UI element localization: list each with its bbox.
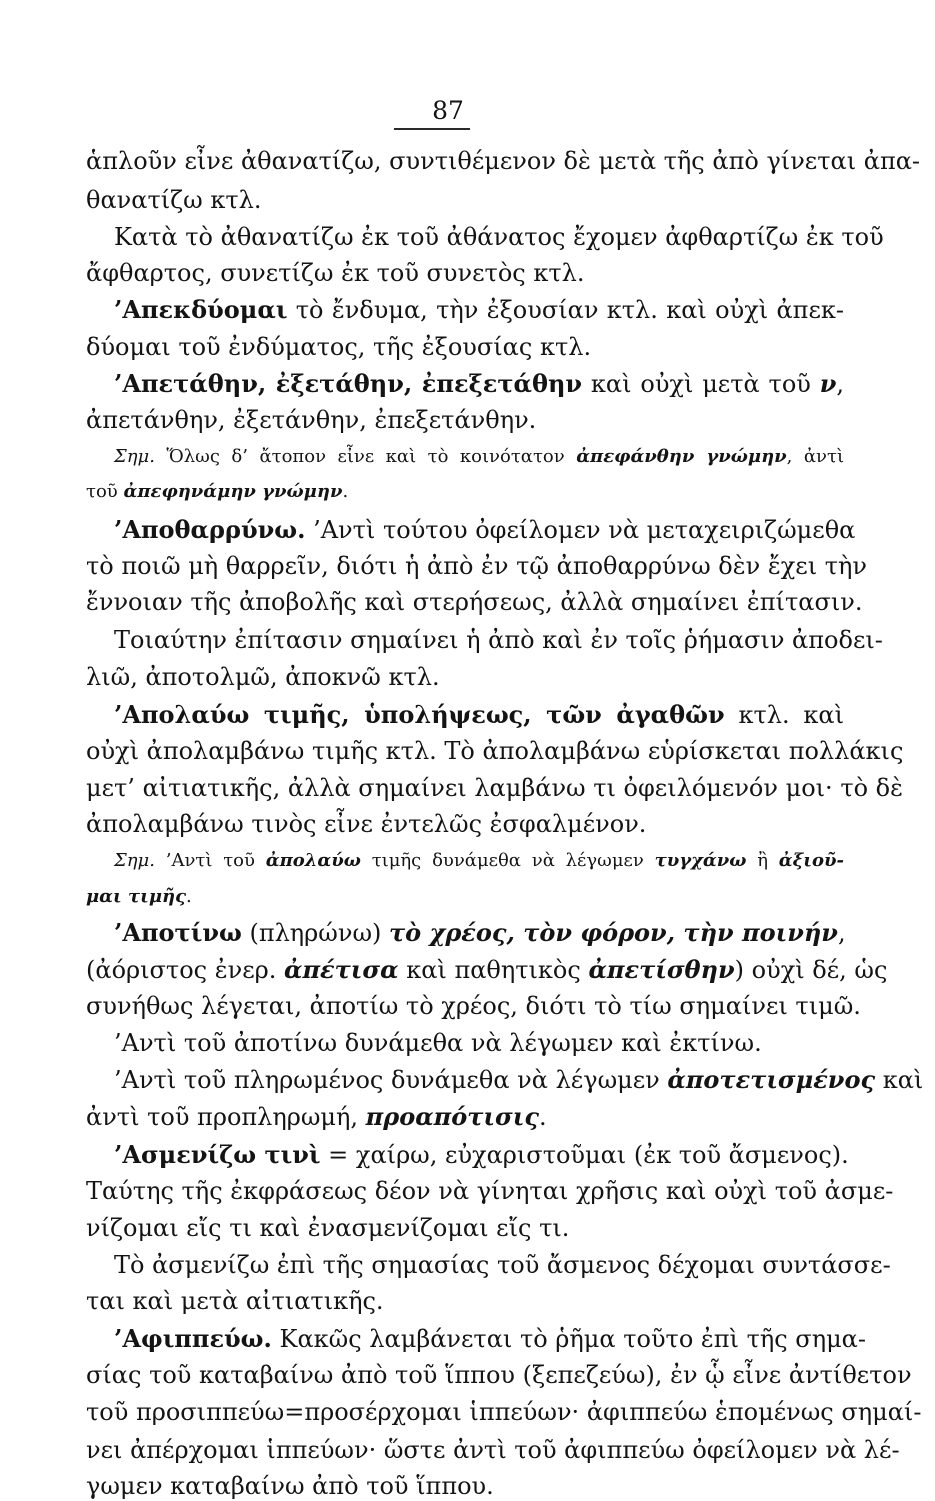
emphasis-run: ’Ασμενίζω τινὶ [114, 1140, 321, 1169]
text-line [86, 1176, 894, 1206]
emphasis-run: μαι τιμῆς [86, 886, 187, 907]
text-line [86, 918, 844, 948]
emphasis-run: ἀπεφάνθην γνώμην [576, 446, 787, 467]
text-run: καὶ [875, 1066, 924, 1094]
text-run: , [836, 370, 844, 398]
emphasis-run: ἀξιοῦ- [778, 850, 844, 871]
text-line [86, 1471, 844, 1501]
emphasis-run: ἀπετίσθην [588, 955, 735, 984]
text-line [86, 846, 844, 876]
text-line [86, 882, 844, 912]
text-line [86, 1065, 924, 1095]
text-line [86, 332, 844, 362]
text-run: ἀπετάνθην, ἐξετάνθην, ἐπεξετάνθην. [86, 406, 537, 434]
text-run: θανατίζω κτλ. [86, 186, 262, 214]
emphasis-run: ἀπεφηνάμην γνώμην [123, 481, 343, 502]
text-run: τοῦ [86, 481, 124, 502]
page-number-rule [394, 128, 470, 130]
text-line [86, 1360, 912, 1390]
text-run: καὶ οὐχὶ μετὰ τοῦ [582, 370, 820, 398]
text-run: καὶ παθητικὸς [398, 956, 589, 984]
text-run: . [186, 886, 192, 907]
text-run: Κακῶς λαμβάνεται τὸ ῥῆμα τοῦτο ἐπὶ τῆς σημα- [271, 1325, 866, 1353]
text-run: σίας τοῦ καταβαίνω ἀπὸ τοῦ ἵππου (ξεπεζεύω), ἐν ᾧ εἶνε ἀντίθετον [86, 1361, 912, 1389]
text-run: γωμεν καταβαίνω ἀπὸ τοῦ ἵππου. [86, 1472, 494, 1500]
text-run: Κατὰ τὸ ἀθανατίζω ἐκ τοῦ ἀθάνατος ἔχομεν ἀφθαρτίζω ἐκ τοῦ [114, 223, 884, 251]
text-line [86, 1435, 900, 1465]
text-run: ’Αντὶ τοῦ ἀποτίνω δυνάμεθα νὰ λέγωμεν καὶ ἐκτίνω. [114, 1029, 762, 1057]
text-line [86, 1324, 866, 1354]
text-line [86, 222, 884, 252]
text-run: (ἀόριστος ἐνερ. [86, 956, 284, 984]
emphasis-run: προαπότισις [365, 1102, 539, 1131]
text-line [86, 551, 867, 581]
emphasis-run: ’Αποθαρρύνω. [114, 515, 306, 544]
emphasis-run: ἀπέτισα [284, 955, 399, 984]
text-line [86, 587, 863, 617]
text-line [86, 700, 844, 730]
text-run: ται καὶ μετὰ αἰτιατικῆς. [86, 1287, 384, 1315]
text-line [86, 1140, 849, 1170]
emphasis-run: τὸ χρέος, τὸν φόρον, τὴν ποινήν [389, 918, 838, 947]
text-run: δύομαι τοῦ ἐνδύματος, τῆς ἐξουσίας κτλ. [86, 333, 592, 361]
text-run: ἢ [746, 850, 779, 871]
text-line [86, 662, 844, 692]
text-run: οὐχὶ ἀπολαμβάνω τιμῆς κτλ. Τὸ ἀπολαμβάνω εὑρίσκεται πολλάκις [86, 737, 904, 765]
emphasis-run: ἀπολαύω [265, 850, 361, 871]
text-line [86, 736, 904, 766]
emphasis-run: ν [819, 369, 837, 398]
text-run: τὸ ἔνδυμα, τὴν ἐξουσίαν κτλ. καὶ οὐχὶ ἀπεκ- [287, 296, 844, 324]
text-run: . [538, 1103, 547, 1131]
text-run: ’Αντὶ τοῦ πληρωμένος δυνάμεθα νὰ λέγωμεν [114, 1066, 668, 1094]
text-line [86, 1250, 891, 1280]
text-run: νίζομαι εἴς τι καὶ ἐνασμενίζομαι εἴς τι. [86, 1214, 570, 1242]
text-run: τιμῆς δυνάμεθα νὰ λέγωμεν [360, 850, 655, 871]
text-line [86, 773, 903, 803]
text-line [86, 809, 844, 839]
text-run: τὸ ποιῶ μὴ θαρρεῖν, διότι ἡ ἀπὸ ἐν τῷ ἀποθαρρύνω δὲν ἔχει τὴν [86, 552, 867, 580]
text-line [86, 515, 856, 545]
text-run: ἀπολαμβάνω τινὸς εἶνε ἐντελῶς ἐσφαλμένον. [86, 810, 647, 838]
emphasis-run: ’Αποτίνω [114, 918, 242, 947]
text-run: Τοιαύτην ἐπίτασιν σημαίνει ἡ ἀπὸ καὶ ἐν τοῖς ῥήμασιν ἀποδει- [114, 626, 883, 654]
text-run: ἔννοιαν τῆς ἀποβολῆς καὶ στερήσεως, ἀλλὰ σημαίνει ἐπίτασιν. [86, 588, 863, 616]
text-line [86, 146, 921, 176]
emphasis-run: τυγχάνω [654, 850, 747, 871]
text-run: λιῶ, ἀποτολμῶ, ἀποκνῶ κτλ. [86, 663, 440, 691]
text-run: (πληρώνω) [241, 919, 390, 947]
emphasis-run: ’Απετάθην, ἐξετάθην, ἐπεξετάθην [114, 369, 583, 398]
text-line [86, 1102, 844, 1132]
text-run: , [837, 919, 846, 947]
text-run: ἄφθαρτος, συνετίζω ἐκ τοῦ συνετὸς κτλ. [86, 259, 585, 287]
text-line [86, 442, 844, 472]
emphasis-run: Σημ. [114, 446, 155, 467]
emphasis-run: ’Απολαύω τιμῆς, ὑπολήψεως, τῶν ἀγαθῶν [114, 700, 725, 729]
text-run: τοῦ προσιππεύω=προσέρχομαι ἱππεύων· ἀφιππεύω ἑπομένως σημαί- [86, 1398, 922, 1426]
text-run: Ταύτης τῆς ἐκφράσεως δέον νὰ γίνηται χρῆσις καὶ οὐχὶ τοῦ ἀσμε- [86, 1177, 894, 1205]
text-line [86, 258, 844, 288]
text-run: νει ἀπέρχομαι ἱππεύων· ὥστε ἀντὶ τοῦ ἀφιππεύω ὀφείλομεν νὰ λέ- [86, 1436, 900, 1464]
text-run: ’Αντὶ τοῦ [154, 850, 266, 871]
text-run: ἀντὶ τοῦ προπληρωμή, [86, 1103, 366, 1131]
text-run: κτλ. καὶ [724, 701, 844, 729]
text-run: ’Αντὶ τούτου ὀφείλομεν νὰ μεταχειριζώμεθα [305, 516, 856, 544]
text-line [86, 477, 844, 507]
emphasis-run: ἀποτετισμένος [667, 1065, 876, 1094]
text-run: μετ’ αἰτιατικῆς, ἀλλὰ σημαίνει λαμβάνω τι ὀφειλόμενόν μοι· τὸ δὲ [86, 774, 903, 802]
page-number: 87 [432, 96, 464, 125]
text-run: ) οὐχὶ δέ, ὡς [734, 956, 888, 984]
text-line [86, 1286, 844, 1316]
text-line [86, 369, 844, 399]
text-line [86, 405, 844, 435]
text-line [86, 185, 844, 215]
text-run: = χαίρω, εὐχαριστοῦμαι (ἐκ τοῦ ἄσμενος). [320, 1141, 849, 1169]
emphasis-run: Σημ. [114, 850, 155, 871]
text-run: Τὸ ἀσμενίζω ἐπὶ τῆς σημασίας τοῦ ἄσμενος δέχομαι συντάσσε- [114, 1251, 891, 1279]
emphasis-run: ’Αφιππεύω. [114, 1324, 272, 1353]
text-line [86, 955, 888, 985]
text-line [86, 295, 844, 325]
text-line [86, 991, 861, 1021]
text-run: συνήθως λέγεται, ἀποτίω τὸ χρέος, διότι τὸ τίω σημαίνει τιμῶ. [86, 992, 861, 1020]
text-run: Ὅλως δ’ ἄτοπον εἶνε καὶ τὸ κοινότατον [154, 446, 577, 467]
text-run: ἁπλοῦν εἶνε ἀθανατίζω, συντιθέμενον δὲ μετὰ τῆς ἀπὸ γίνεται ἀπα- [86, 147, 921, 175]
text-run: , ἀντὶ [786, 446, 844, 467]
text-line [86, 1397, 922, 1427]
text-run: . [342, 481, 349, 502]
emphasis-run: ’Απεκδύομαι [114, 295, 288, 324]
text-line [86, 1028, 844, 1058]
text-line [86, 625, 883, 655]
text-line [86, 1213, 844, 1243]
